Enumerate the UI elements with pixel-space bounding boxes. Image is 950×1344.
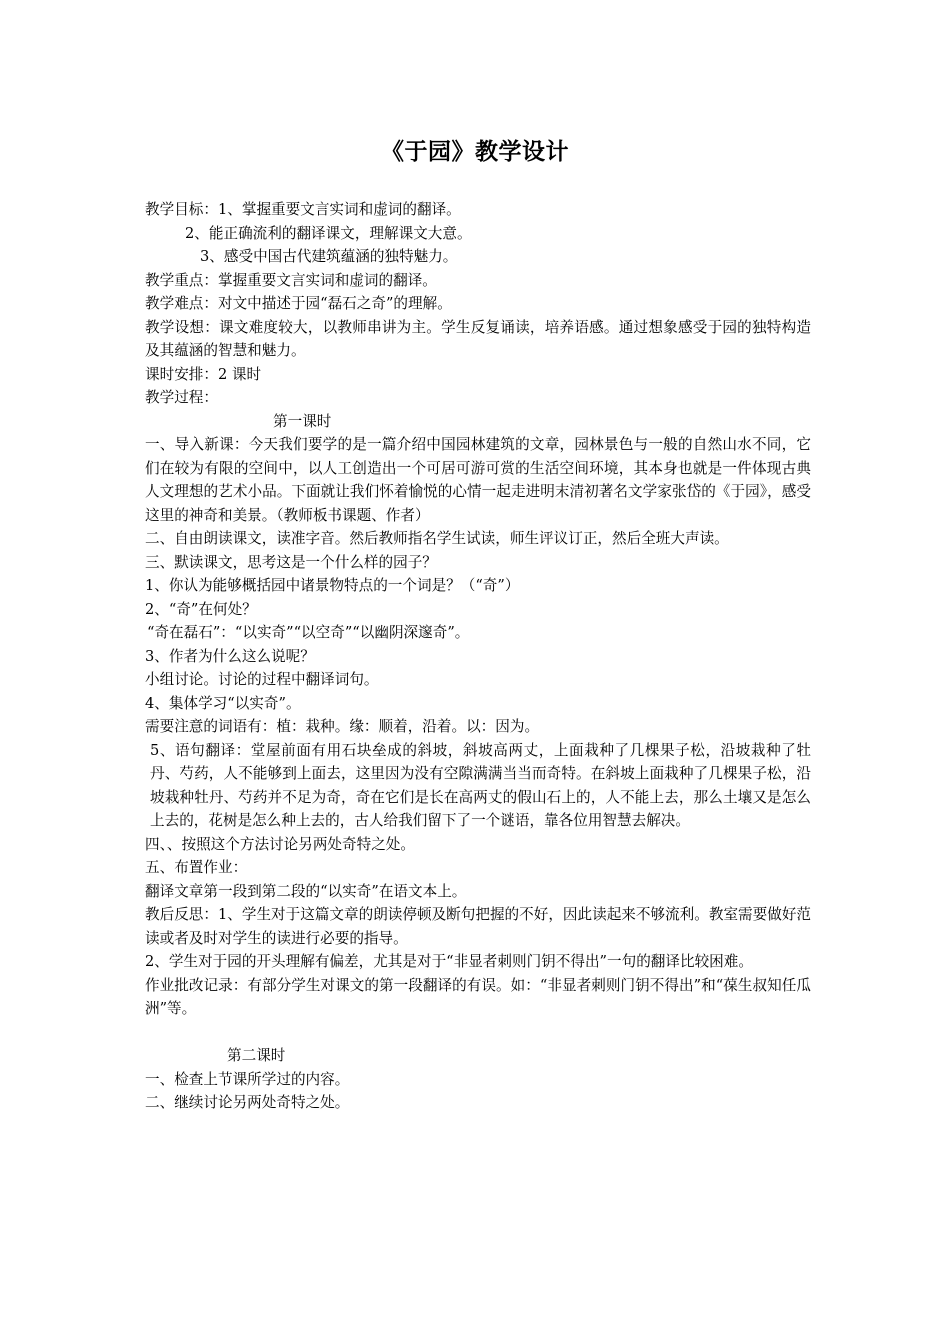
question-4: 4、集体学习“以实奇”。 — [145, 694, 301, 712]
document-title: 《于园》教学设计 — [381, 138, 569, 165]
teaching-difficulty: 教学难点：对文中描述于园“磊石之奇”的理解。 — [145, 295, 452, 312]
sentence-translation: 5、语句翻译：堂屋前面有用石块垒成的斜坡，斜坡高两丈，上面栽种了几棵果子松，沿坡栽种了牡丹、芍药，人不能够到上面去，这里因为没有空隙满满当当而奇特。在斜坡上面栽种了几棵果子松，沿坡栽种牡丹、芍药并不足为奇，奇在它们是长在高两丈的假山石上的，人不能上去，那么土壤又是怎么上去的，花树是怎么种上去的，古人给我们留下了一个谜语，靠各位用智慧去解决。 — [150, 741, 811, 829]
step-two: 二、自由朗读课文，读准字音。然后教师指名学生试读，师生评议订正，然后全班大声读。 — [145, 530, 729, 547]
teaching-focus: 教学重点：掌握重要文言实词和虚词的翻译。 — [145, 271, 437, 289]
step-three: 三、默读课文，思考这是一个什么样的园子？ — [145, 553, 437, 571]
lesson-two-step-1: 一、检查上节课所学过的内容。 — [145, 1070, 350, 1088]
teaching-goal-1: 教学目标：1、掌握重要文言实词和虚词的翻译。 — [145, 201, 461, 218]
step-five: 五、布置作业： — [145, 859, 248, 876]
teaching-idea: 教学设想：课文难度较大，以教师串讲为主。学生反复诵读，培养语感。通过想象感受于园的独特构造及其蕴涵的智慧和魅力。 — [145, 318, 811, 359]
step-four: 四、、按照这个方法讨论另两处奇特之处。 — [145, 835, 415, 853]
intro-paragraph: 一、导入新课：今天我们要学的是一篇介绍中国园林建筑的文章，园林景色与一般的自然山水不同，它们在较为有限的空间中，以人工创造出一个可居可游可赏的生活空间环境，其本身也就是一件体现古典人文理想的艺术小品。下面就让我们怀着愉悦的心情一起走进明末清初著名文学家张岱的《于园》，感受这里的神奇和美景。（教师板书课题、作者） — [145, 436, 811, 524]
question-3: 3、作者为什么这么说呢？ — [145, 647, 315, 665]
answer-2: “奇在磊石”：“以实奇”“以空奇”“以幽阴深邃奇”。 — [147, 624, 470, 641]
question-1: 1、你认为能够概括园中诸景物特点的一个词是？（“奇”） — [145, 577, 520, 594]
teaching-goal-3: 3、感受中国古代建筑蕴涵的独特魅力。 — [200, 248, 458, 265]
question-2: 2、“奇”在何处？ — [145, 600, 257, 618]
teaching-process-heading: 教学过程： — [145, 389, 218, 406]
lesson-two-heading: 第二课时 — [227, 1047, 286, 1064]
teaching-goal-2: 2、能正确流利的翻译课文，理解课文大意。 — [185, 224, 472, 242]
reflection-2: 2、学生对于园的开头理解有偏差，尤其是对于“非显者刺则门钥不得出”一句的翻译比较困难。 — [145, 953, 753, 970]
homework: 翻译文章第一段到第二段的“以实奇”在语文本上。 — [145, 882, 467, 900]
homework-review: 作业批改记录：有部分学生对课文的第一段翻译的有误。如：“非显者刺则门钥不得出”和“葆生叔知任瓜洲”等。 — [145, 976, 811, 1017]
vocabulary-notes: 需要注意的词语有：植：栽种。缘：顺着，沿着。以：因为。 — [145, 718, 540, 735]
reflection-1: 教后反思：1、学生对于这篇文章的朗读停顿及断句把握的不好，因此读起来不够流利。教室需要做好范读或者及时对学生的读进行必要的指导。 — [145, 906, 812, 947]
lesson-two-step-2: 二、继续讨论另两处奇特之处。 — [145, 1094, 350, 1111]
spacer — [145, 1021, 811, 1045]
group-discussion: 小组讨论。讨论的过程中翻译词句。 — [145, 671, 379, 688]
class-schedule: 课时安排：2 课时 — [145, 365, 262, 383]
document-body — [145, 198, 811, 1115]
lesson-one-heading: 第一课时 — [273, 412, 332, 430]
